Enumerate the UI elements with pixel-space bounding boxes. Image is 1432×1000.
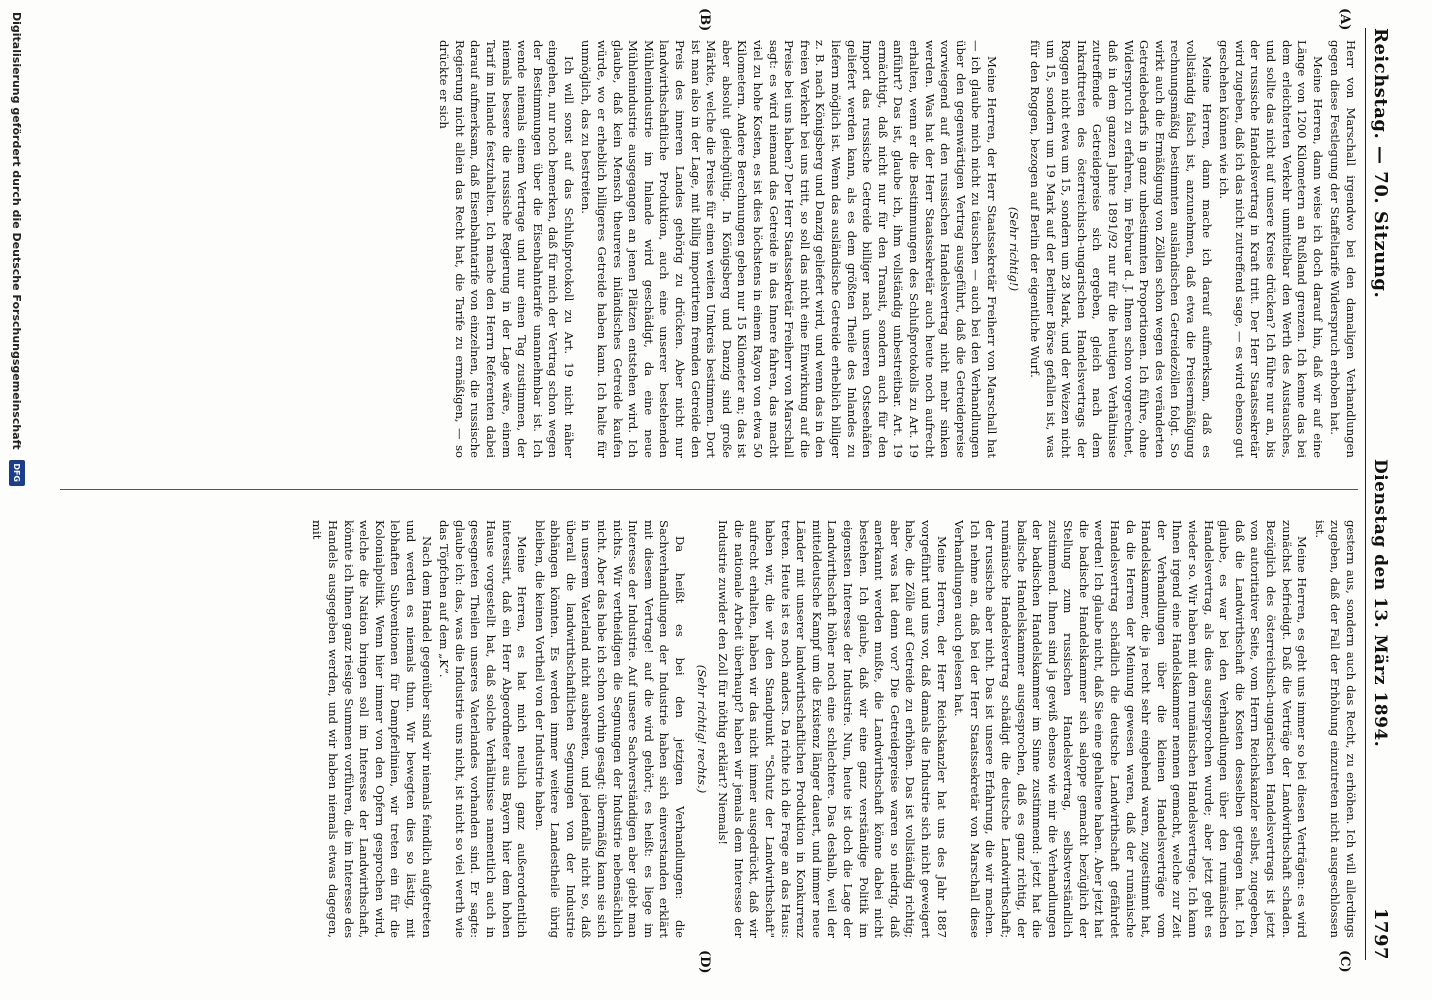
paragraph: gestern aus, sondern auch das Recht, zu erhöhen. Ich will allerdings zugeben, daß der Fall der Erhöhung einzutreten nicht ausgeschlossen ist. [1312, 520, 1358, 938]
header-date: Dienstag den 13. März 1894. [1370, 458, 1390, 748]
paragraph: Meine Herren, dann weise ich doch darauf hin, daß wir auf eine Länge von 1200 Kilometern an Rußland grenzen. Ich kenne das bei dem erleichterten Verkehr unmittelbar den Werth des Austausches, und sollte das nicht auf unsere Kreise drücken? Ich führe nur an, bis der russische Handelsvertrag in Kraft tritt. Der Herr Staatssekretär wird zugeben, daß ich das nicht zutreffend sage, — es wird ebenso gut geschehen können wie ich. [1217, 40, 1325, 458]
paragraph: Nach dem Handel gegenüber sind wir niemals feindlich aufgetreten und werden es niemals thun. Wir bewegten dies so lästig, mit lebhaften Subventionen für Dampferlinien, wir treten ein für die Kolonialpolitik. Wenn hier immer von den Opfern gesprochen wird, welche die Nation bringen soll im Interesse der Landwirthschaft, könnte ich Ihnen ganz riesige Summen vorführen, die im Interesse des Handels ausgegeben werden, und wir haben niemals etwas dagegen, mit [310, 520, 434, 938]
page-header [1365, 28, 1404, 960]
right-column [40, 520, 1358, 938]
paragraph: Meine Herren, der Herr Reichskanzler hat uns des Jahr 1887 vorgeführt und uns vor, daß damals die Industrie sich nicht geweigert habe, die Zölle auf Getreide zu erhöhen. Das ist vollständig richtig; aber was hat denn vor? Die Getreidepreise waren so niedrig, daß anerkannt werden mußte, die Landwirthschaft könne dabei nicht bestehen. Ich glaube, daß wir eine ganz verständige Politik im eigensten Interesse der Industrie. Nun, heute ist doch die Lage der Landwirthschaft höher noch eine schlechtere. Das deshalb, weil der mitteldeutsche Kampf um die Existenz länger dauert, und immer neue Länder mit unserer landwirthschaftlichen Produktion in Konkurrenz treten. Heute ist es noch anders. Da richte ich die Frage an das Haus: haben wir, die wir den Standpunkt "Schutz der Landwirthschaft" aufrecht erhalten, haben wir das nicht immer ausgedrückt, daß wir die nationale Arbeit überhaupt? haben wir jemals dem Interesse der Industrie zuwider den Zoll für nöthig erklärt? Niemals! [716, 520, 949, 938]
marker-d: (D) [697, 950, 712, 974]
page-number: 1797 [1370, 907, 1391, 960]
interjection: (Sehr richtig! rechts.) [694, 664, 709, 794]
paragraph: Herr von Marschall irgendwo bei den damaligen Verhandlungen gegen diese Festlegung der Staffeltarife Widerspruch erhoben hat. [1328, 40, 1358, 458]
paragraph: Meine Herren, der Herr Staatssekretär Freiherr von Marschall hat — ich glaube mich nicht zu täuschen — auch bei den Verhandlungen über den gegenwärtigen Vertrag ausgeführt, daß die Getreidepreise vorwiegend auf den russischen Handelsvertrag nicht mehr sinken werden. Was hat der Herr Staatssekretär auch heute noch aufrecht erhalten, wenn er die Bestimmungen des Schlußprotokolls zu Art. 19 anführt? Das ist, glaube ich, ihm vollständig unbestreitbar. Art. 19 ermächtigt, daß nicht nur für den Transit, sondern auch für den Import das russische Getreide billiger nach unseren Ostseehäfen geliefert werden kann, als es dem größten Theile des Inlandes zu liefern möglich ist. Wenn das ausländische Getreide erheblich billiger z. B. nach Königsberg und Danzig geliefert wird, und wenn das in den freien Verkehr bei uns tritt, so soll das nicht eine Einwirkung auf die Preise bei uns haben? Der Herr Staatssekretär Freiherr von Marschall sagt: es wird niemand das Getreide in das Innere fahren, das macht viel zu hohe Kosten, es ist dies höchstens in einem Rayon von etwa 50 Kilometern. Andere Berechnungen geben nur 15 Kilometer an; das ist aber absolut gleichgültig. In Königsberg und Danzig sind große Märkte, welche die Preise für einen weiten Umkreis bestimmen. Dort ist man also in der Lage, mit billig importirtem fremden Getreide den Preis des inneren Landes gehörig zu drücken. Aber nicht nur landwirthschaftliche Produktion, auch eine unserer bestehenden Mühlenindustrie im Inlande wird geschädigt, da eine neue Mühlenindustrie ausgegangen an jenen Plätzen entstehen wird. Ich glaube, daß kein Mensch theureres inländisches Getreide kaufen würde, wo er erheblich billigeres Getreide haben kann. Ich halte für unmöglich, das zu bestreiten. [579, 40, 999, 458]
paragraph: Meine Herren, es hat mich neulich ganz außerordentlich interessirt, daß ein Herr Abgeordneter aus Bayern hier dem hohen Hause vorgestellt hat, daß solche Verhältnisse namentlich auch in gesegneten Theilen unseres Vaterlandes vorhanden sind. Er sagte: glaube ich: das, was die Industrie uns nicht, ist nicht so viel werth wie das Töpfchen auf dem „K“. [437, 520, 530, 938]
interjection: (Sehr richtig!) [1006, 206, 1021, 292]
paragraph: Da heißt es bei den jetzigen Verhandlungen: die Sachverhandlungen der Industrie haben sich einverstanden erklärt mit diesem Vertrage! auf die wird gehört; es heißt: es liege im Interesse der Industrie. Auf unsere Sachverständigen aber giebt man nichts. Wir vertheidigen die Segnungen der Industrie nebensächlich nicht. Aber das habe ich schon vorhin gesagt: übermäßig kann sie sich in unserem Vaterland nicht ausbreiten, und jedenfalls nicht so, daß überall die landwirthschaftlichen Segnungen von der Industrie abhängen könnten. Es werden immer weitere Landestheile übrig bleiben, die keinen Vortheil von der Industrie haben. [532, 520, 688, 938]
paragraph: Meine Herren, es geht uns immer so bei diesen Verträgen: es wird zunächst befriedigt. Daß die Verträge der Landwirthschaft schaden. Bezüglich des österreichisch-ungarischen Handelsvertrags ist jetzt von autoritativer Seite, vom Herrn Reichskanzler selbst, zugegeben, daß die Landwirthschaft die Kosten desselben getragen hat. Ich glaube, es war bei den Verhandlungen über den rumänischen Handelsvertrag, als dies ausgesprochen wurde; aber jetzt geht es wieder so. Wir haben mit dem rumänischen Handelsvertrage. Ich kann Ihnen irgend eine Handelskammer nennen gemacht, welche zur Zeit der Verhandlungen über die kleinen Handelsverträge vom Handelskammer, die ja recht sehr eingehend waren, zugestimmt hat, da die Herren der Meinung gewesen waren, daß der rumänische Handelsvertrag schädlich die deutsche Landwirthschaft gefährdet werden! Ich glaube nicht, daß Sie eine gehaltene haben. Aber jetzt hat die badische Handelskammer sich saloppe gemacht bezüglich der Stellung zum russischen Handelsvertrag, selbstverständlich zustimmend. Ihnen sind ja gewiß ebenso wie mir die Verhandlungen der badischen Handelskammer im Sinne zustimmend: jetzt hat die badische Handelskammer ausgesprochen, daß es ganz richtig, der rumänische Handelsvertrag schädigt die deutsche Landwirthschaft; der russische aber nicht. Das ist unsere Erfahrung, die wir machen. Ich nehme an, daß bei der Herr Staatssekretär von Marschall diese Verhandlungen auch gelesen hat. [952, 520, 1310, 938]
header-left: Reichstag. — 70. Sitzung. [1370, 28, 1391, 299]
dfg-logo-icon: DFG [9, 460, 25, 486]
column-divider [60, 489, 1358, 490]
digitization-footer [2, 0, 32, 1000]
marker-c: (C) [1337, 950, 1352, 973]
marker-a: (A) [1337, 8, 1352, 31]
paragraph: Meine Herren, dann mache ich darauf aufmerksam, daß es vollständig falsch ist, anzunehmen, daß etwa die Preisermäßigung rechnungsmäßig bestimmten ausländischen Getreidezöllen folgt. So wirkt auch die Ermäßigung von Zöllen schon wegen des veränderten Getreidebedarfs in ganz unbestimmten Proportionen. Ich führe, ohne Widerspruch zu erfahren, im Februar d. J. Ihnen schon vorgerechnet, daß in dem ganzen Jahre 1891/92 nur für die heutigen Verhältnisse zutreffende Getreidepreise sich ergeben, gleich nach dem Inkrafttreten des österreichisch-ungarischen Handelsvertrags der Roggen nicht etwa um 15, sondern um 28 Mark, und der Weizen nicht um 15, sondern um 19 Mark auf der Berliner Börse gefallen ist, was für den Roggen, bezogen auf Berlin der eigentliche Wurf. [1028, 40, 1214, 458]
left-column [40, 40, 1358, 458]
footer-text: Digitalisierung gefördert durch die Deutsche Forschungsgemeinschaft [10, 12, 24, 450]
paragraph: Ich will sonst auf das Schlußprotokoll zu Art. 19 nicht näher eingehen, nur noch bemerken, daß für mich der Vertrag schon wegen der Bestimmungen über die Eisenbahntarife unannehmbar ist. Ich wende niemals einem Vertrage und nur einen Tag zustimmen, der niemals bessere die russische Regierung in der Lage wäre, einem Tarif im Inlande festzuhalten. Ich mache den Herrn Referenten dabei darauf aufmerksam, daß Eisenbahntarife von einzelnen, die russische Regierung nicht allein das Recht hat, die Tarife zu ermäßigen, — so drückte er sich [437, 40, 576, 458]
marker-b: (B) [697, 8, 712, 32]
